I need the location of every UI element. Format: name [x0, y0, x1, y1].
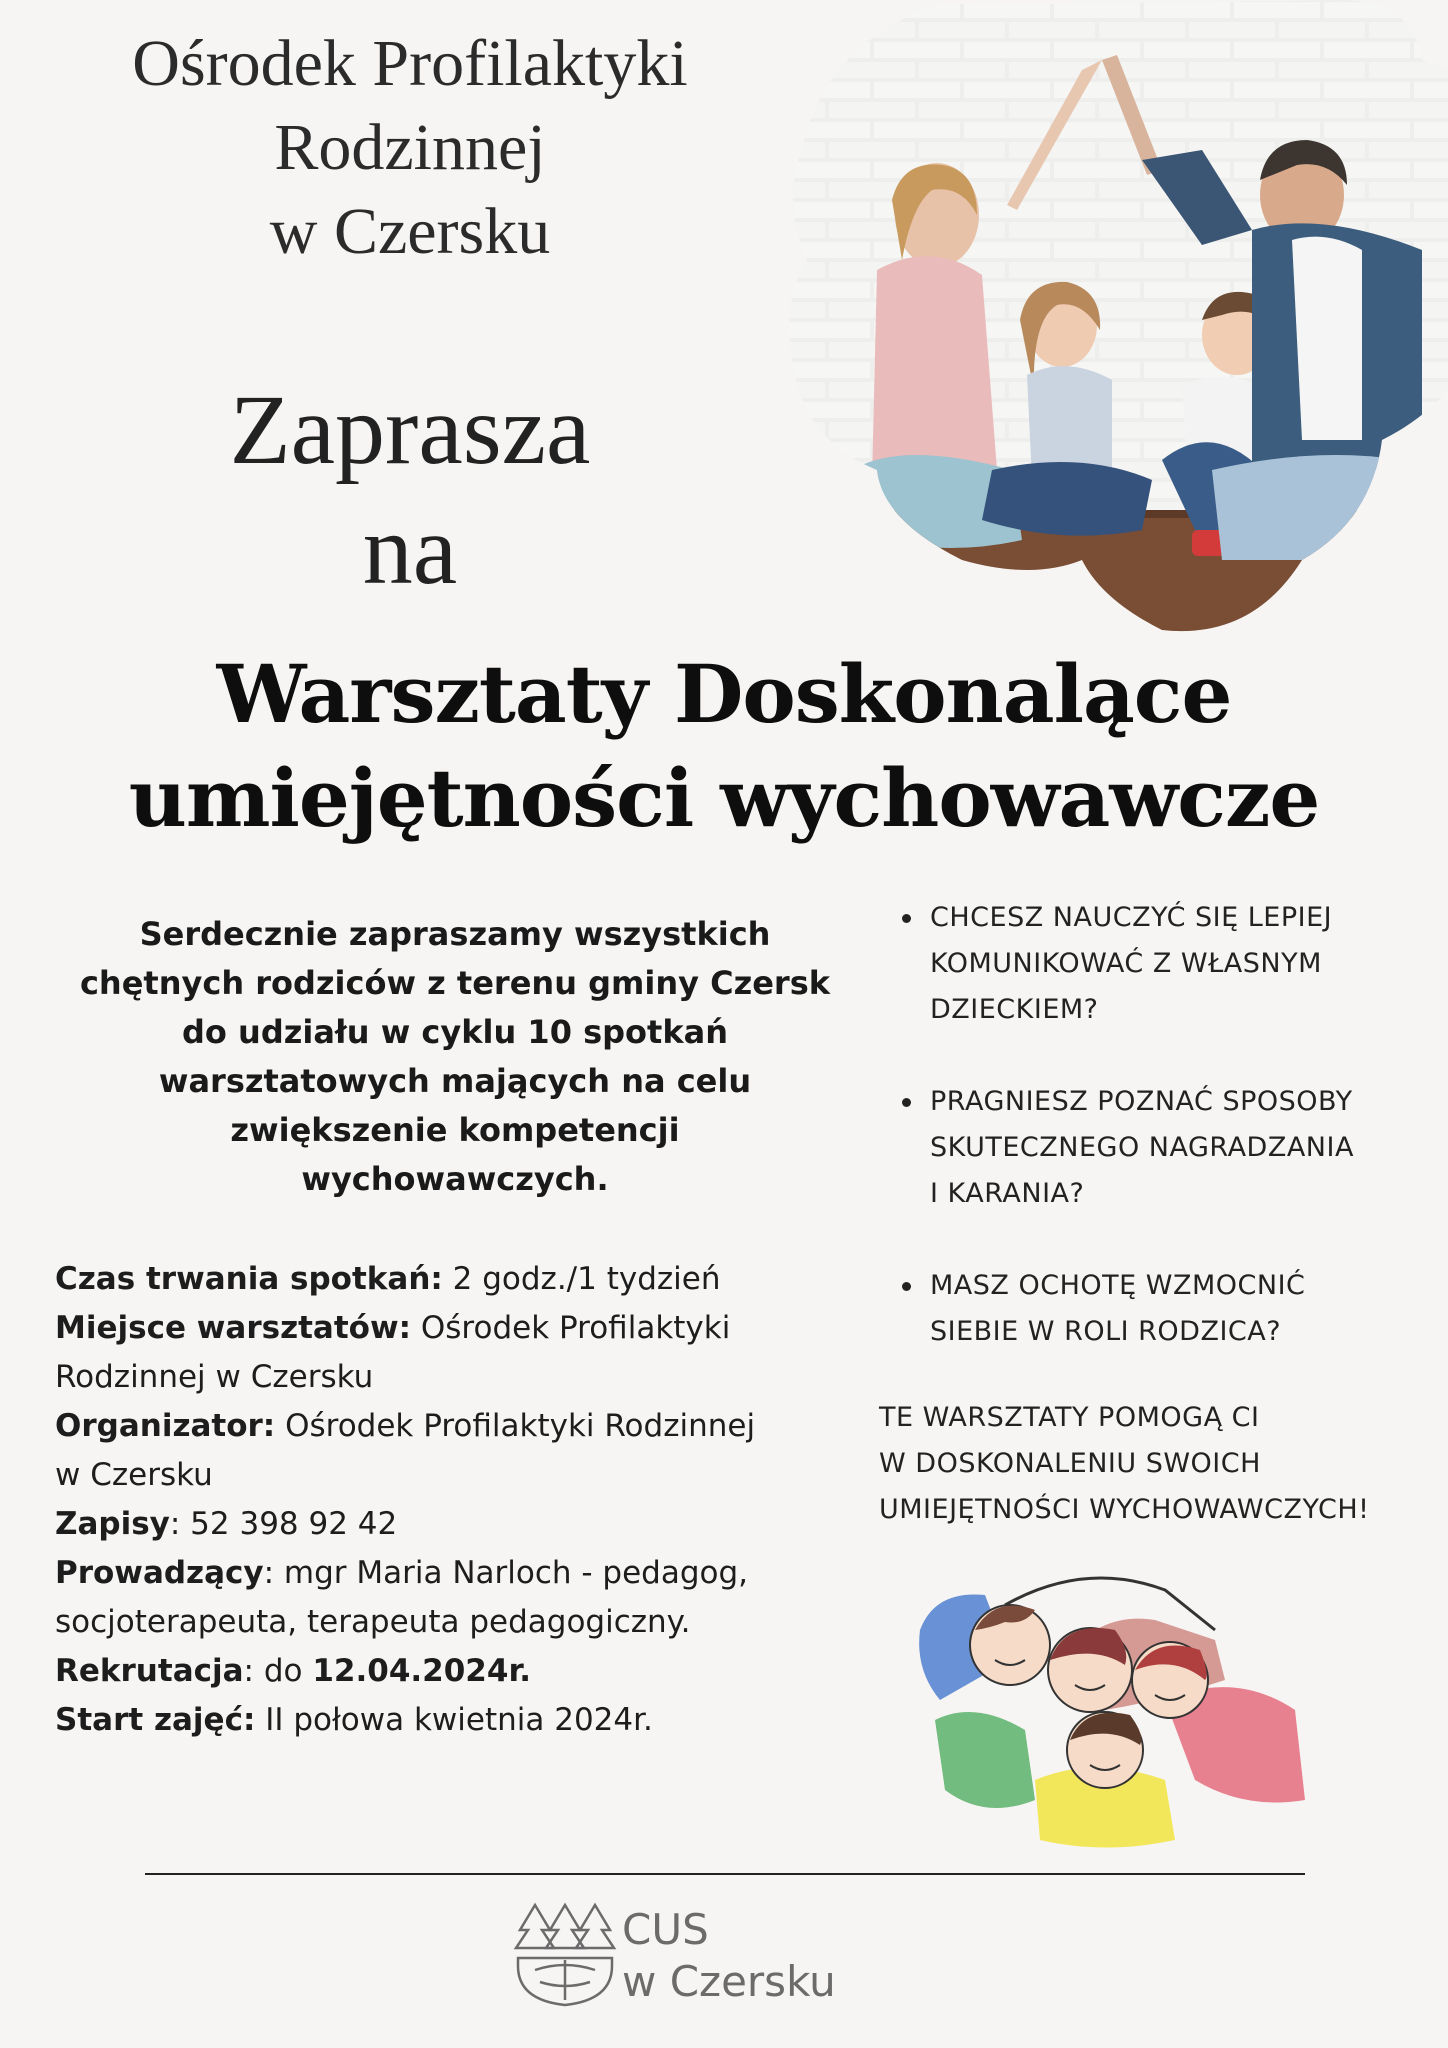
detail-signup [55, 1500, 855, 1549]
signup-label: Zapisy [55, 1506, 170, 1542]
detail-recruitment [55, 1647, 855, 1696]
org-name-line-2: Rodzinnej [274, 111, 546, 184]
bullet-line: I KARANIA? [930, 1178, 1085, 1209]
logo-line-2: w Czersku [622, 1957, 836, 2006]
detail-location [55, 1304, 855, 1353]
closing-line: UMIEJĘTNOŚCI WYCHOWAWCZYCH! [879, 1494, 1370, 1525]
bullet-icon [902, 914, 911, 923]
list-item [900, 1079, 1420, 1217]
bullet-line: DZIECKIEM? [930, 994, 1099, 1025]
start-label: Start zajęć: [55, 1702, 256, 1738]
organizer-label: Organizator: [55, 1408, 276, 1444]
bullet-icon [902, 1282, 911, 1291]
workshop-title [0, 642, 1448, 850]
invite-line-2: na [362, 494, 458, 605]
intro-line: do udziału w cyklu 10 spotkań [182, 1013, 728, 1051]
org-name-line-1: Ośrodek Profilaktyki [132, 27, 688, 100]
organization-name [60, 22, 760, 274]
detail-location-cont: Rodzinnej w Czersku [55, 1359, 374, 1395]
list-item [900, 895, 1420, 1033]
bullet-line: KOMUNIKOWAĆ Z WŁASNYM [930, 948, 1322, 979]
detail-instructor-cont: socjoterapeuta, terapeuta pedagogiczny. [55, 1604, 691, 1640]
detail-duration [55, 1255, 855, 1304]
recruitment-mid: : do [243, 1653, 313, 1689]
bullet-icon [902, 1098, 911, 1107]
bullet-line: PRAGNIESZ POZNAĆ SPOSOBY [930, 1086, 1353, 1117]
detail-organizer [55, 1402, 855, 1451]
recruitment-label: Rekrutacja [55, 1653, 244, 1689]
detail-instructor [55, 1549, 855, 1598]
detail-start [55, 1696, 855, 1745]
intro-line: wychowawczych. [301, 1160, 609, 1198]
intro-paragraph [50, 910, 860, 1204]
location-value: Ośrodek Profilaktyki [411, 1310, 731, 1346]
footer-divider [145, 1873, 1305, 1875]
recruitment-date: 12.04.2024r. [312, 1653, 532, 1689]
closing-line: TE WARSZTATY POMOGĄ CI [879, 1402, 1260, 1433]
duration-value: 2 godz./1 tydzień [442, 1261, 721, 1297]
closing-line: W DOSKONALENIU SWOICH [879, 1448, 1261, 1479]
start-value: II połowa kwietnia 2024r. [255, 1702, 653, 1738]
org-name-line-3: w Czersku [269, 195, 551, 268]
workshop-details [55, 1255, 855, 1745]
family-drawing-illustration [915, 1550, 1315, 1850]
instructor-value: : mgr Maria Narloch - pedagog, [263, 1555, 749, 1591]
duration-label: Czas trwania spotkań: [55, 1261, 443, 1297]
list-item [900, 1263, 1420, 1355]
invite-line-1: Zaprasza [229, 374, 591, 485]
bullet-line: MASZ OCHOTĘ WZMOCNIĆ [930, 1270, 1306, 1301]
instructor-label: Prowadzący [55, 1555, 264, 1591]
location-label: Miejsce warsztatów: [55, 1310, 412, 1346]
title-line-2: umiejętności wychowawcze [128, 751, 1320, 845]
intro-line: warsztatowych mających na celu [158, 1062, 752, 1100]
intro-line: Serdecznie zapraszamy wszystkich [139, 915, 771, 953]
detail-organizer-cont: w Czersku [55, 1457, 213, 1493]
intro-line: chętnych rodziców z terenu gminy Czersk [79, 964, 831, 1002]
invite-heading [130, 370, 690, 610]
logo-text [622, 1904, 836, 2008]
signup-phone: : 52 398 92 42 [169, 1506, 398, 1542]
bullet-line: SIEBIE W ROLI RODZICA? [930, 1316, 1282, 1347]
logo-line-1: CUS [622, 1905, 709, 1954]
bullet-line: SKUTECZNEGO NAGRADZANIA [930, 1132, 1354, 1163]
organizer-value: Ośrodek Profilaktyki Rodzinnej [275, 1408, 756, 1444]
closing-statement [879, 1395, 1439, 1533]
intro-line: zwiększenie kompetencji [230, 1111, 680, 1149]
question-list [900, 895, 1420, 1401]
family-photo [782, 0, 1448, 640]
bullet-line: CHCESZ NAUCZYĆ SIĘ LEPIEJ [930, 902, 1333, 933]
title-line-1: Warsztaty Doskonalące [216, 647, 1232, 741]
